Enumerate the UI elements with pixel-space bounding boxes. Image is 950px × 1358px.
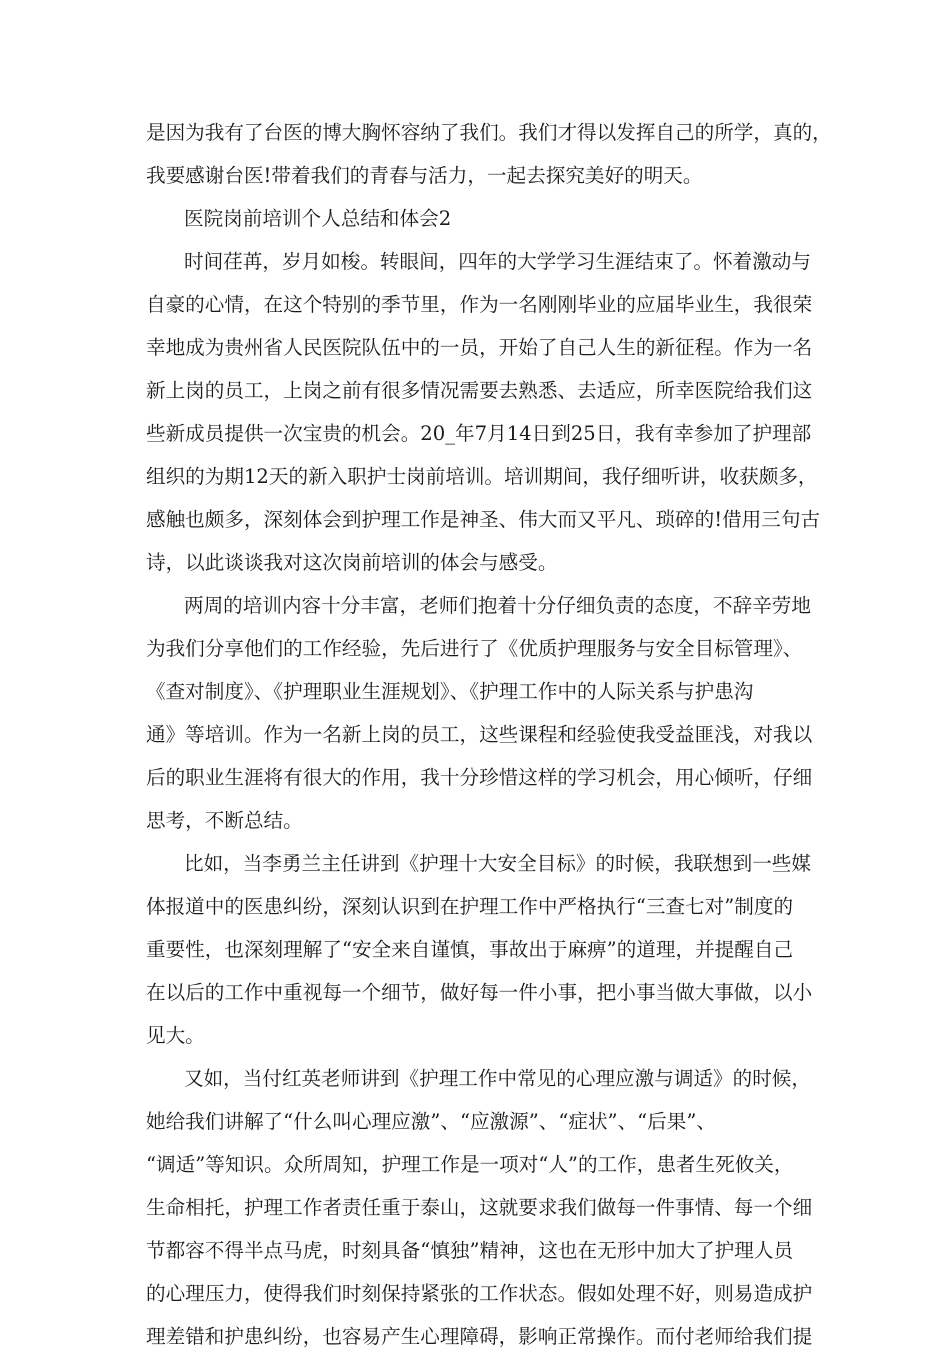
text-line: 通》等培训。作为一名新上岗的员工，这些课程和经验使我受益匪浅，对我以 [146, 723, 813, 746]
text-line: 诗，以此谈谈我对这次岗前培训的体会与感受。 [146, 551, 558, 574]
text-line: 组织的为期12天的新入职护士岗前培训。培训期间，我仔细听讲，收获颇多， [146, 465, 818, 488]
text-line: 生命相托，护理工作者责任重于泰山，这就要求我们做每一件事情、每一个细 [146, 1196, 813, 1219]
text-line: 理差错和护患纠纷，也容易产生心理障碍，影响正常操作。而付老师给我们提 [146, 1325, 813, 1348]
text-line: 节都容不得半点马虎，时刻具备“慎独”精神，这也在无形中加大了护理人员 [146, 1239, 794, 1262]
text-line: 比如，当李勇兰主任讲到《护理十大安全目标》的时候，我联想到一些媒 [184, 852, 811, 875]
text-line: 为我们分享他们的工作经验，先后进行了《优质护理服务与安全目标管理》、 [146, 637, 803, 660]
text-line: 时间荏苒，岁月如梭。转眼间，四年的大学学习生涯结束了。怀着激动与 [184, 250, 811, 273]
text-line: 她给我们讲解了“什么叫心理应激”、“应激源”、“症状”、“后果”、 [146, 1110, 716, 1133]
text-line: 后的职业生涯将有很大的作用，我十分珍惜这样的学习机会，用心倾听，仔细 [146, 766, 813, 789]
text-line: 的心理压力，使得我们时刻保持紧张的工作状态。假如处理不好，则易造成护 [146, 1282, 813, 1305]
text-line: 又如，当付红英老师讲到《护理工作中常见的心理应激与调适》的时候， [184, 1067, 811, 1090]
text-line: 在以后的工作中重视每一个细节，做好每一件小事，把小事当做大事做，以小 [146, 981, 813, 1004]
text-line: “调适”等知识。众所周知，护理工作是一项对“人”的工作，患者生死攸关， [146, 1153, 794, 1176]
text-line: 两周的培训内容十分丰富，老师们抱着十分仔细负责的态度，不辞辛劳地 [184, 594, 811, 617]
section-heading: 医院岗前培训个人总结和体会2 [184, 207, 452, 230]
text-line: 我要感谢台医!带着我们的青春与活力，一起去探究美好的明天。 [146, 164, 703, 187]
text-line: 《查对制度》、《护理职业生涯规划》、《护理工作中的人际关系与护患沟 [146, 680, 754, 703]
text-line: 幸地成为贵州省人民医院队伍中的一员，开始了自己人生的新征程。作为一名 [146, 336, 813, 359]
text-line: 新上岗的员工，上岗之前有很多情况需要去熟悉、去适应，所幸医院给我们这 [146, 379, 813, 402]
text-line: 重要性，也深刻理解了“安全来自谨慎，事故出于麻痹”的道理，并提醒自己 [146, 938, 794, 961]
text-line: 是因为我有了台医的博大胸怀容纳了我们。我们才得以发挥自己的所学，真的， [146, 121, 832, 144]
text-line: 体报道中的医患纠纷，深刻认识到在护理工作中严格执行“三查七对”制度的 [146, 895, 794, 918]
text-line: 些新成员提供一次宝贵的机会。20_年7月14日到25日，我有幸参加了护理部 [146, 422, 812, 445]
text-line: 自豪的心情，在这个特别的季节里，作为一名刚刚毕业的应届毕业生，我很荣 [146, 293, 813, 316]
text-line: 感触也颇多，深刻体会到护理工作是神圣、伟大而又平凡、琐碎的!借用三句古 [146, 508, 821, 531]
document-body [146, 111, 832, 1358]
text-line: 见大。 [146, 1024, 205, 1047]
text-line: 思考，不断总结。 [146, 809, 303, 832]
